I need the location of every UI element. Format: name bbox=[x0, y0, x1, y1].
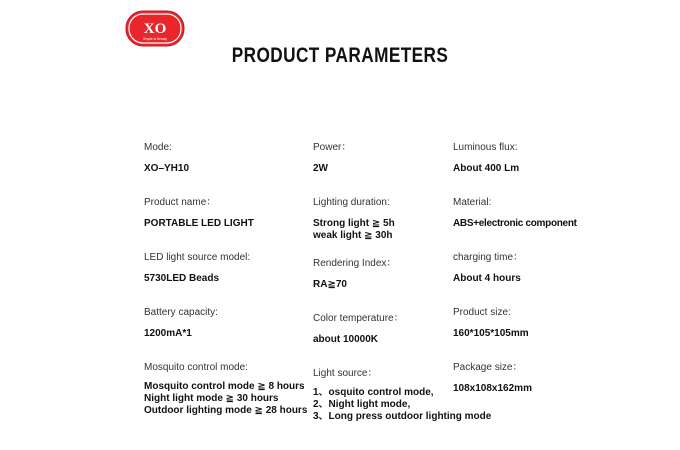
param-value: 1200mA*1 bbox=[144, 328, 192, 339]
param-value: 108x108x162mm bbox=[453, 383, 532, 394]
param-mode bbox=[144, 142, 189, 175]
param-label: Luminous flux: bbox=[453, 142, 518, 153]
param-label: Material: bbox=[453, 197, 492, 208]
param-value-line: Outdoor lighting mode ≧ 28 hours bbox=[144, 405, 308, 416]
param-label: Package size： bbox=[453, 362, 523, 373]
param-label: Light source： bbox=[313, 368, 378, 379]
param-rendering-index bbox=[313, 258, 396, 291]
param-value-line: Strong light ≧ 5h bbox=[313, 218, 395, 229]
param-material bbox=[453, 197, 577, 230]
param-value: about 10000K bbox=[313, 334, 379, 345]
param-value-line: 3、Long press outdoor lighting mode bbox=[313, 411, 492, 422]
param-package-size bbox=[453, 362, 532, 395]
param-value: 160*105*105mm bbox=[453, 328, 529, 339]
page-title: PRODUCT PARAMETERS bbox=[231, 44, 449, 67]
logo-text: XO bbox=[143, 21, 167, 37]
param-label: Product name： bbox=[144, 197, 217, 208]
param-product-name bbox=[144, 197, 254, 230]
param-color-temperature bbox=[313, 313, 404, 346]
param-product-size bbox=[453, 307, 529, 340]
param-label: LED light source model: bbox=[144, 252, 251, 263]
param-label: Color temperature： bbox=[313, 313, 404, 324]
param-luminous-flux bbox=[453, 142, 519, 175]
param-label: Power： bbox=[313, 142, 352, 153]
param-value: PORTABLE LED LIGHT bbox=[144, 218, 254, 229]
param-value: 5730LED Beads bbox=[144, 273, 220, 284]
param-value: RA≧70 bbox=[313, 279, 347, 290]
param-label: Mode: bbox=[144, 142, 172, 153]
param-value bbox=[144, 381, 307, 417]
param-value: 2W bbox=[313, 163, 328, 174]
param-label: Product size: bbox=[453, 307, 511, 318]
param-label: Mosquito control mode: bbox=[144, 362, 248, 373]
param-lighting-duration bbox=[313, 197, 395, 242]
param-value: ABS+electronic component bbox=[453, 218, 577, 229]
param-charging-time bbox=[453, 252, 523, 285]
param-label: Battery capacity: bbox=[144, 307, 218, 318]
param-value-line: 2、Night light mode, bbox=[313, 399, 411, 410]
param-mosquito-control-mode bbox=[144, 362, 307, 417]
param-value: About 4 hours bbox=[453, 273, 521, 284]
param-led-model bbox=[144, 252, 250, 285]
param-power bbox=[313, 142, 351, 175]
param-value-line: Night light mode ≧ 30 hours bbox=[144, 393, 279, 404]
xo-logo bbox=[125, 10, 185, 47]
param-value-line: weak light ≧ 30h bbox=[313, 230, 393, 241]
param-value bbox=[313, 218, 395, 242]
param-value: XO–YH10 bbox=[144, 163, 190, 174]
param-value: About 400 Lm bbox=[453, 163, 520, 174]
param-label: charging time： bbox=[453, 252, 524, 263]
param-value-line: Mosquito control mode ≧ 8 hours bbox=[144, 381, 305, 392]
param-label: Rendering Index： bbox=[313, 258, 397, 269]
param-battery-capacity bbox=[144, 307, 218, 340]
logo-tagline: Simple Is Beauty bbox=[143, 37, 167, 41]
param-label: Lighting duration: bbox=[313, 197, 390, 208]
param-value-line: 1、osquito control mode, bbox=[313, 387, 434, 398]
